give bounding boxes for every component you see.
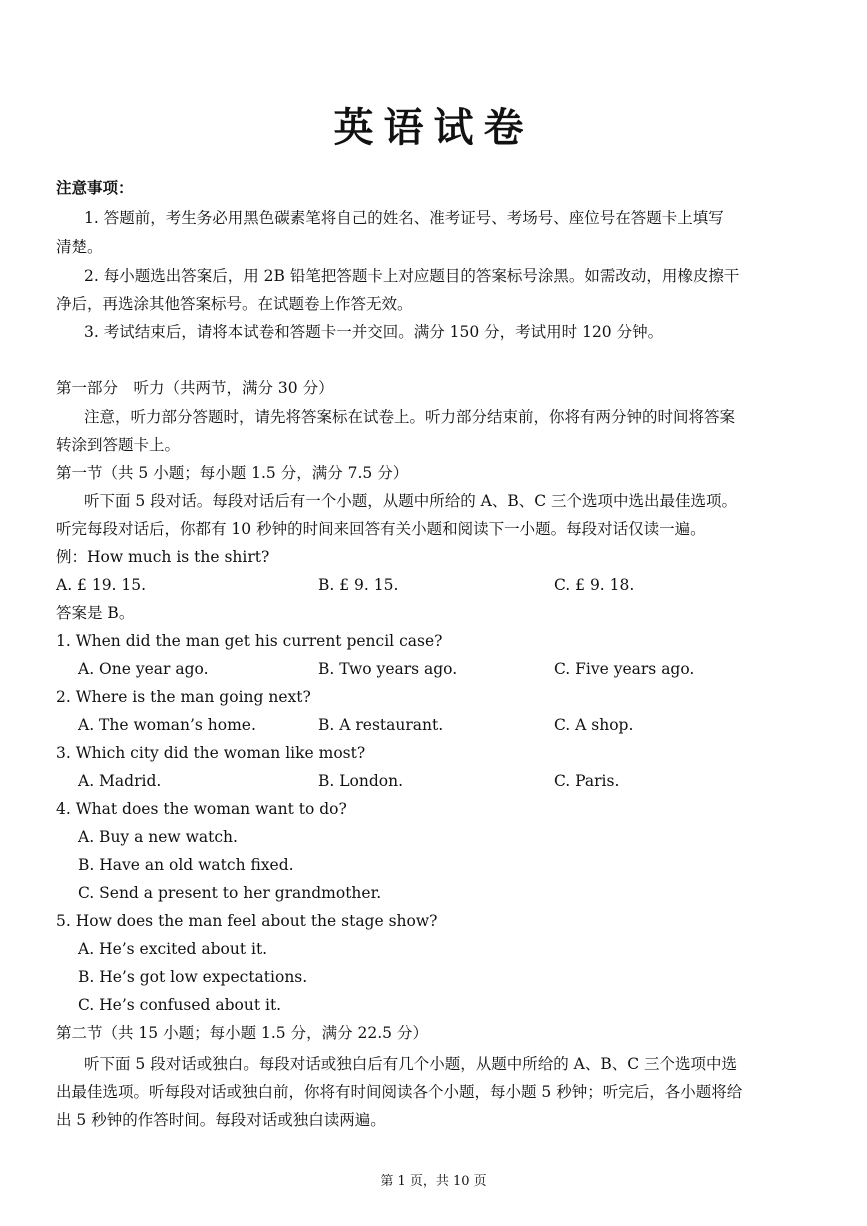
question-5: 5. How does the man feel about the stage show?: [56, 912, 438, 930]
question-5-option-b: B. He’s got low expectations.: [78, 968, 308, 986]
section2-instr-line2: 出最佳选项。听每段对话或独白前，你将有时间阅读各个小题，每小题 5 秒钟；听完后，各小题将给: [56, 1083, 743, 1101]
part1-intro-line2: 转涂到答题卡上。: [56, 436, 181, 454]
example-question: 例：How much is the shirt?: [56, 548, 270, 566]
part1-intro-line1: 注意，听力部分答题时，请先将答案标在试卷上。听力部分结束前，你将有两分钟的时间将答案: [84, 408, 736, 426]
notice-heading: 注意事项：: [56, 178, 134, 197]
notice-item-2-line2: 净后，再选涂其他答案标号。在试题卷上作答无效。: [56, 295, 413, 313]
example-option-c: C. £ 9. 18.: [554, 576, 635, 594]
example-answer: 答案是 B。: [56, 604, 135, 622]
question-5-option-c: C. He’s confused about it.: [78, 996, 282, 1014]
question-4: 4. What does the woman want to do?: [56, 800, 347, 818]
section2-instr-line3: 出 5 秒钟的作答时间。每段对话或独白读两遍。: [56, 1111, 386, 1129]
notice-item-1-line2: 清楚。: [56, 238, 103, 256]
question-1-option-b: B. Two years ago.: [318, 660, 458, 678]
section2-instr-line1: 听下面 5 段对话或独白。每段对话或独白后有几个小题，从题中所给的 A、B、C 三个选项中选: [84, 1055, 738, 1073]
notice-item-1-line1: 1. 答题前，考生务必用黑色碳素笔将自己的姓名、准考证号、考场号、座位号在答题卡上填写: [84, 209, 724, 227]
question-3: 3. Which city did the woman like most?: [56, 744, 366, 762]
question-2-option-b: B. A restaurant.: [318, 716, 444, 734]
question-5-option-a: A. He’s excited about it.: [78, 940, 268, 958]
question-2-option-c: C. A shop.: [554, 716, 634, 734]
question-1-option-c: C. Five years ago.: [554, 660, 695, 678]
question-3-option-a: A. Madrid.: [78, 772, 162, 790]
section2-heading: 第二节（共 15 小题；每小题 1.5 分，满分 22.5 分）: [56, 1024, 428, 1042]
section1-instr-line1: 听下面 5 段对话。每段对话后有一个小题，从题中所给的 A、B、C 三个选项中选出最佳选项。: [84, 492, 738, 510]
question-3-option-c: C. Paris.: [554, 772, 620, 790]
page-number-footer: 第 1 页，共 10 页: [380, 1174, 487, 1189]
question-2-option-a: A. The woman’s home.: [78, 716, 256, 734]
section1-heading: 第一节（共 5 小题；每小题 1.5 分，满分 7.5 分）: [56, 464, 409, 482]
section1-instr-line2: 听完每段对话后，你都有 10 秒钟的时间来回答有关小题和阅读下一小题。每段对话仅读一遍。: [56, 520, 706, 538]
question-1: 1. When did the man get his current pencil case?: [56, 632, 443, 650]
question-2: 2. Where is the man going next?: [56, 688, 311, 706]
part1-heading: 第一部分 听力（共两节，满分 30 分）: [56, 379, 334, 397]
question-4-option-c: C. Send a present to her grandmother.: [78, 884, 382, 902]
question-4-option-b: B. Have an old watch fixed.: [78, 856, 294, 874]
question-4-option-a: A. Buy a new watch.: [78, 828, 238, 846]
page-title: 英语试卷: [333, 104, 534, 151]
notice-item-2-line1: 2. 每小题选出答案后，用 2B 铅笔把答题卡上对应题目的答案标号涂黑。如需改动，用橡皮擦干: [84, 267, 740, 285]
example-option-a: A. £ 19. 15.: [56, 576, 147, 594]
question-3-option-b: B. London.: [318, 772, 404, 790]
question-1-option-a: A. One year ago.: [78, 660, 209, 678]
notice-item-3-line1: 3. 考试结束后，请将本试卷和答题卡一并交回。满分 150 分，考试用时 120 分钟。: [84, 323, 664, 341]
example-option-b: B. £ 9. 15.: [318, 576, 399, 594]
